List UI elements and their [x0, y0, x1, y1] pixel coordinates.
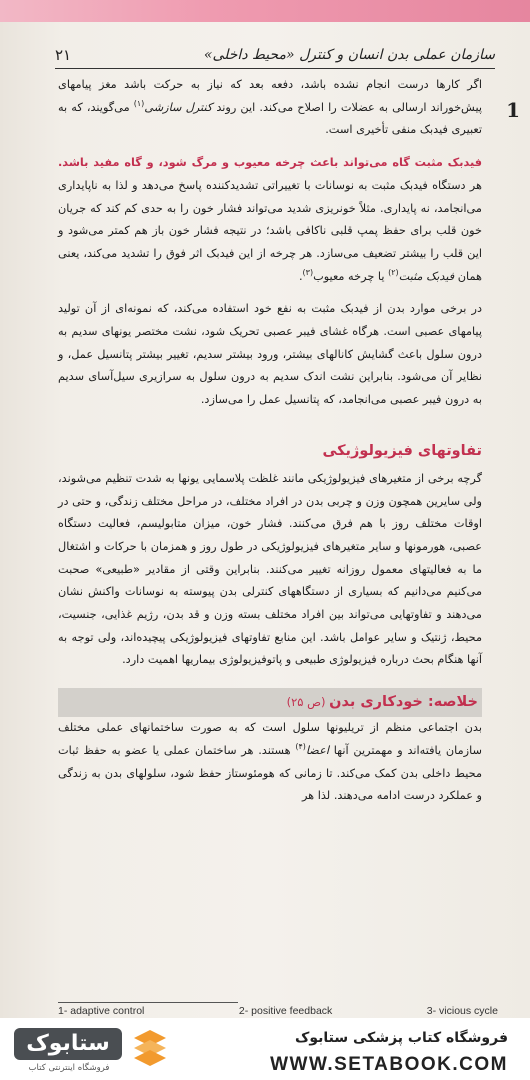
header-rule — [55, 68, 495, 69]
footnote-ref-4: (۴) — [295, 742, 306, 752]
paragraph-nerve-signals: در برخی موارد بدن از فیدبک مثبت به نفع خود استفاده می‌کند، که نمونه‌ای از آن تولید پیامهای عصبی است. هرگاه غشای فیبر عصبی تحریک شود، نشت مختصر یونهای سدیم به درون سلول باعث گشایش کانالهای بیشتر، ورود بیشتر سدیم، تغییر بیشتر پتانسیل عمل، و نظایر آن می‌شود. بنابراین نشت اندک سدیم به درون سلول به سرازیری سیل‌آسای سدیم به درون فیبر عصبی می‌انجامد، که پتانسیل عمل را می‌سازد. — [58, 302, 482, 407]
footnote-3: 3- vicious cycle — [426, 1005, 498, 1017]
page-body — [58, 74, 482, 808]
footnote-ref-3: (۳) — [302, 267, 314, 277]
section-heading-physiological-variability: تفاوتهای فیزیولوژیکی — [322, 442, 482, 459]
paragraph-physiological-variability: گرچه برخی از متغیرهای فیزیولوژیکی مانند غلظت پلاسمایی یونها به شدت تنظیم می‌شوند، ولی سایرین همچون وزن و چربی بدن در افراد مختلف، در مراحل مختلف زندگی، و حتی در اوقات مختلف روز با هم فرق می‌کنند. فشار خون، میزان متابولیسم، فعالیت دستگاه عصبی، هورمونها و سایر متغیرهای فیزیولوژیکی در طول روز و همزمان با حرکات و اشتغال ما به فعالیتهای معمول روزانه تغییر می‌کنند. بنابراین وقتی از مقادیر «طبیعی» صحبت می‌کنیم می‌دانیم که بسیاری از دستگاههای کنترلی بدن پیوسته به نوسانات واکنش نشان می‌دهند و تفاوتهایی می‌تواند بین افراد مختلف بسته وزن و قد بدن، رژیم غذایی، جنسیت، محیط، ژنتیک و سایر عوامل باشد. این منابع تفاوتهای فیزیولوژیکی پیچیده‌اند، ولی توجه به آنها هنگام بحث درباره فیزیولوژی طبیعی و پاتوفیزیولوژی بیماریها اهمیت دارد. — [58, 471, 482, 667]
logo-subtitle: فروشگاه اینترنتی کتاب — [28, 1063, 110, 1073]
footnote-ref-2: (۲) — [388, 267, 399, 277]
footnote-2: 2- positive feedback — [238, 1005, 333, 1017]
top-pink-band — [0, 0, 530, 22]
page-number: ۲۱ — [55, 46, 72, 64]
paragraph-adaptive-control: اگر کارها درست انجام نشده باشد، دفعه بعد که نیاز به حرکت باشد مغز پیامهای پیش‌خوراند ارسالی به عضلات را اصلاح می‌کند. این روند کنترل سازشی$^{(۱)}$ می‌گویند، که به تعبیری فیدبک منفی تأخیری است. — [58, 78, 483, 137]
term-adaptive-control: کنترل سازشی — [144, 100, 213, 114]
watermark-footer — [0, 1022, 530, 1080]
book-stack-icon — [130, 1028, 170, 1074]
term-positive-feedback: فیدبک مثبت — [398, 269, 455, 283]
chapter-title: سازمان عملی بدن انسان و کنترل «محیط داخلی» — [203, 47, 495, 63]
chapter-marker: 1 — [506, 98, 520, 122]
paragraph-positive-feedback: فیدبک مثبت گاه می‌تواند باعث چرخه معیوب و مرگ شود، و گاه مفید باشد. هر دستگاه فیدبک مثبت به نوسانات با تغییراتی تشدیدکننده پاسخ می‌دهد و لذا به ناپایداری می‌انجامد، نه پایداری. مثلاً خونریزی شدید می‌تواند فشار خون را به حدی کم کند که جریان خون قلب برای حفظ پمپ قلبی ناکافی باشد؛ در نتیجه فشار خون باز هم کمتر می‌شود و این قلب را بیشتر تضعیف می‌سازد. هر چرخه از این فیدبک اثر فوق را تشدید می‌کند، یعنی همان فیدبک مثبت$^{(۲)}$ یا چرخه معیوب$^{(۳)}$. — [58, 156, 482, 283]
summary-heading-bar — [58, 688, 482, 717]
footnote-rule — [58, 1002, 238, 1003]
store-name: فروشگاه کتاب پزشکی ستابوک — [295, 1030, 508, 1046]
footnotes — [58, 1005, 498, 1018]
footnote-ref-1: (۱) — [133, 98, 145, 108]
running-header — [55, 44, 495, 66]
summary-page-ref: (ص ۲۵) — [286, 695, 330, 710]
summary-title: خلاصه: خودکاری بدن — [329, 694, 478, 711]
setabook-logo: ستابوک — [14, 1028, 122, 1060]
store-url-link[interactable]: WWW.SETABOOK.COM — [270, 1054, 508, 1075]
footnote-1: 1- adaptive control — [58, 1005, 145, 1017]
term-organs: اعضا — [305, 743, 329, 757]
positive-feedback-heading: فیدبک مثبت گاه می‌تواند باعث چرخه معیوب و مرگ شود، و گاه مفید باشد. — [58, 156, 482, 170]
paragraph-summary: بدن اجتماعی منظم از تریلیونها سلول است که به صورت ساختمانهای عملی مختلف سازمان یافته‌اند و مهمترین آنها اعضا$^{(۴)}$ هستند. هر ساختمان عملی یا عضو به حفظ ثبات محیط داخلی بدن کمک می‌کند. تا زمانی که هومئوستاز حفظ شود، سلولهای بدن به زندگی و عملکرد درست ادامه می‌دهند. لذا هر — [58, 721, 482, 803]
